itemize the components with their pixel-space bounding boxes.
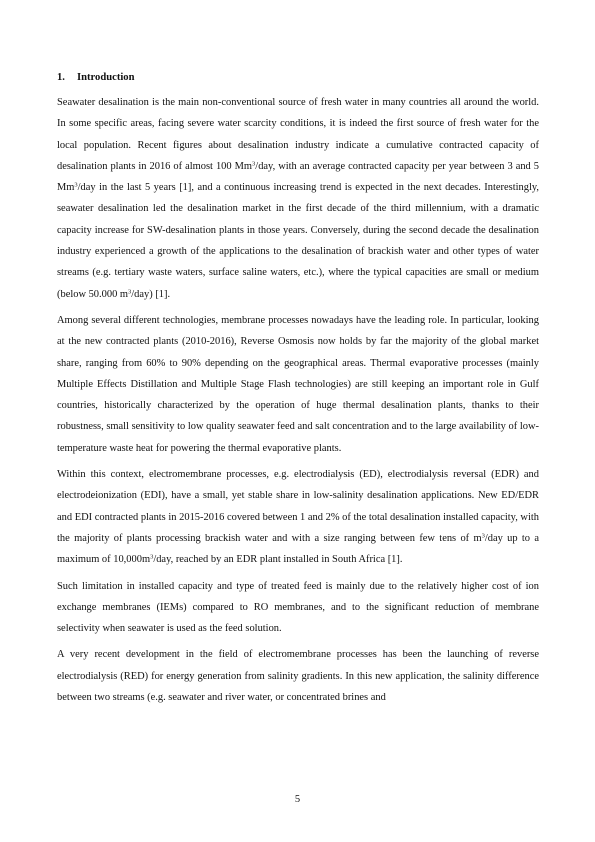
superscript: 3 [481, 532, 485, 540]
section-heading [57, 70, 539, 86]
paragraph-desalination-overview [57, 92, 539, 305]
superscript: 3 [128, 288, 132, 296]
paragraph-electromembrane-processes [57, 464, 539, 570]
paragraph-membrane-technologies [57, 310, 539, 459]
text-run: A very recent development in the field of electromembrane processes has been the launching of reverse electrodialysis (RED) for energy generation from salinity gradients. In this new application, the salinity difference between two streams (e.g. seawater and river water, or concentrated brines and [57, 649, 539, 704]
text-run: /day) [1]. [131, 288, 171, 300]
text-run: Seawater desalination is the main non-conventional source of fresh water in many countries all around the world. In some specific areas, facing severe water scarcity conditions, it is indeed the first source of fresh water for the local population. Recent figures about desalination industry indicate a cumulative contracted capacity of desalination plants in 2016 of almost 100 Mm [57, 97, 539, 172]
text-run: Among several different technologies, membrane processes nowadays have the leading role. In particular, looking at the new contracted plants (2010-2016), Reverse Osmosis now holds by far the majority of the global market share, ranging from 60% to 90% depending on the geographical areas. Thermal evaporative processes (mainly Multiple Effects Distillation and Multiple Stage Flash technologies) are still keeping an important role in Gulf countries, historically characterized by the operation of huge thermal desalination plants, thanks to their robustness, small sensitivity to low quality seawater feed and salt concentration and to the large availability of low-temperature waste heat for powering the thermal evaporative plants. [57, 314, 539, 454]
text-run: /day up to a maximum of 10,000m [57, 532, 539, 566]
paragraph-reverse-electrodialysis [57, 644, 539, 708]
page-body [57, 70, 539, 713]
superscript: 3 [252, 160, 256, 168]
text-run: /day in the last 5 years [1], and a continuous increasing trend is expected in the next decades. Interestingly, seawater desalination led the desalination market in the first decade of the third millennium, with a dramatic capacity increase for SW-desalination plants in those years. Conversely, during the second decade the desalination industry experienced a growth of the applications to the desalination of brackish water and other types of water streams (e.g. tertiary waste waters, surface saline waters, etc.), where the typical capacities are small or medium (below 50.000 m [57, 182, 539, 300]
page-number: 5 [294, 794, 301, 805]
text-run: /day, with an average contracted capacity per year between 3 and 5 Mm [57, 160, 539, 194]
superscript: 3 [150, 553, 154, 561]
section-title: Introduction [77, 72, 135, 83]
paragraph-capacity-limitation [57, 576, 539, 640]
text-run: Such limitation in installed capacity and type of treated feed is mainly due to the relatively higher cost of ion exchange membranes (IEMs) compared to RO membranes, and to the significant reduction of membrane selectivity when seawater is used as the feed solution. [57, 580, 539, 635]
section-number: 1. [57, 72, 65, 83]
text-run: Within this context, electromembrane processes, e.g. electrodialysis (ED), electrodialysis reversal (EDR) and electrodeionization (EDI), have a small, yet stable share in low-salinity desalination applications. New ED/EDR and EDI contracted plants in 2015-2016 covered between 1 and 2% of the total desalination installed capacity, with the majority of plants processing brackish water and with a size ranging between few tens of m [57, 469, 539, 544]
superscript: 3 [74, 181, 78, 189]
text-run: /day, reached by an EDR plant installed in South Africa [1]. [153, 554, 403, 566]
